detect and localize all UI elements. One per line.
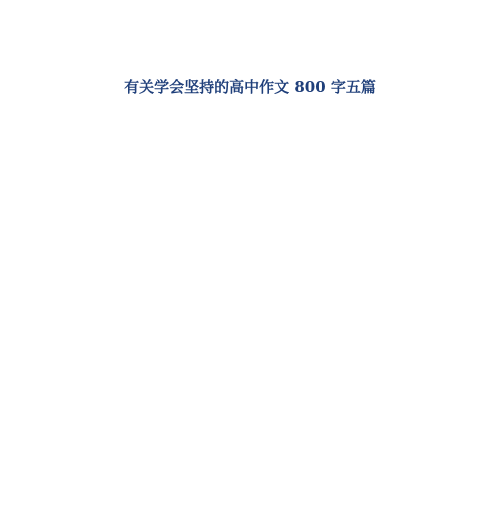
spacer xyxy=(26,142,474,154)
spacer xyxy=(26,104,474,130)
article-title: 有关学会坚持的高中作文 800 字五篇 xyxy=(124,78,376,96)
spacer xyxy=(26,154,474,188)
spacer xyxy=(26,204,474,212)
spacer xyxy=(26,196,474,204)
spacer xyxy=(26,130,474,142)
spacer xyxy=(26,188,474,196)
